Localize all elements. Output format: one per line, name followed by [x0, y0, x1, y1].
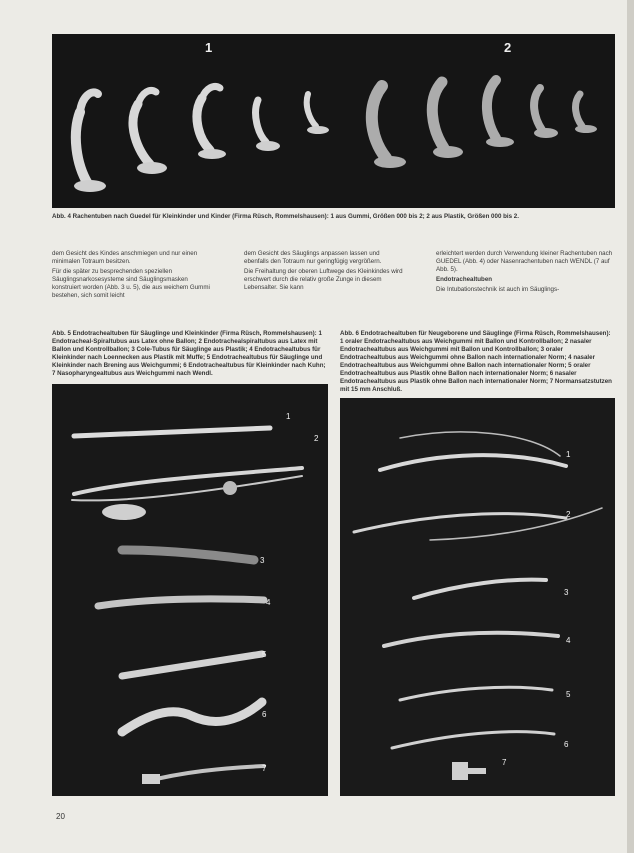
tube-label-7: 7	[502, 758, 507, 767]
text-column-2	[244, 250, 404, 294]
tube-label-4: 4	[566, 636, 571, 645]
pediatric-tubes-illustration	[52, 384, 328, 796]
paragraph: erleichtert werden durch Verwendung kleiner Rachentuben nach GUEDEL (Abb. 4) oder Nasenrachentuben nach WENDL (7 auf Abb. 5).	[436, 250, 613, 273]
paragraph: Für die später zu besprechenden speziellen Säuglingsnarkosesysteme sind Säuglingsmasken konstruiert worden (Abb. 3 u. 5), die aus weichem Gummi bestehen, sich somit leicht	[52, 268, 210, 299]
tube-label-6: 6	[564, 740, 569, 749]
text-column-1	[52, 250, 210, 302]
tube-label-3: 3	[260, 556, 265, 565]
tube-label-1: 1	[566, 450, 571, 459]
tube-label-5: 5	[262, 650, 267, 659]
tube-label-7: 7	[262, 764, 267, 773]
page-number: 20	[56, 812, 65, 821]
figure-4-label-2: 2	[504, 40, 512, 55]
tube-label-1: 1	[286, 412, 291, 421]
tube-label-5: 5	[566, 690, 571, 699]
paragraph: Die Freihaltung der oberen Luftwege des Kleinkindes wird erschwert durch die relativ große Zunge in diesem Lebensalter. Sie kann	[244, 268, 403, 291]
figure-6-photo	[340, 398, 615, 796]
paragraph: dem Gesicht des Kindes anschmiegen und nur einen minimalen Totraum besitzen.	[52, 250, 198, 265]
figure-5-photo	[52, 384, 328, 796]
figure-6-caption: Abb. 6 Endotrachealtuben für Neugeborene und Säuglinge (Firma Rüsch, Rommelshausen): 1 oraler Endotrachealtubus aus Weichgummi mit Ballon und Kontrollballon; 2 nasaler Endotrachealtubus aus Weichgummi mit Ballon und Kontrollballon; 3 oraler Endotrachealtubus aus Weichgummi ohne Ballon nach internationaler Norm; 4 nasaler Endotrachealtubus aus Weichgummi ohne Ballon nach internationaler Norm; 5 oraler Endotrachealtubus aus Plastik ohne Ballon nach internationaler Norm; 6 nasaler Endotrachealtubus aus Plastik ohne Ballon nach internationaler Norm; 7 Normansatzstutzen mit 15 mm Anschluß.	[340, 330, 612, 393]
section-heading: Endotrachealtuben	[436, 276, 493, 283]
tube-label-3: 3	[564, 588, 569, 597]
figure-5-caption: Abb. 5 Endotrachealtuben für Säuglinge und Kleinkinder (Firma Rüsch, Rommelshausen): 1 Endotracheal-Spiraltubus aus Latex ohne Ballon; 2 Endotrachealspiraltubus aus Latex mit Ballon und Kontrollballon; 3 Cole-Tubus für Säuglinge aus Plastik; 4 Endotrachealtubus für Kleinkinder nach Loennecken aus Plastik mit Muffe; 5 Endotrachealtubus für Säuglinge und Kleinkinder nach Brening aus Weichgummi; 6 Endotrachealtubus für Kleinkinder nach Kuhn; 7 Nasopharyngealtubus aus Weichgummi nach Wendl.	[52, 330, 326, 377]
figure-4-photo	[52, 34, 615, 208]
paragraph: dem Gesicht des Säuglings anpassen lassen und ebenfalls den Totraum nur geringfügig vergrößern.	[244, 250, 382, 265]
neonatal-tubes-illustration	[340, 398, 615, 796]
paragraph: Die Intubationstechnik ist auch im Säuglings-	[436, 286, 560, 293]
tube-label-2: 2	[314, 434, 319, 443]
text-column-3	[436, 250, 614, 296]
tube-label-6: 6	[262, 710, 267, 719]
tube-label-4: 4	[266, 598, 271, 607]
page-gutter	[627, 0, 634, 853]
figure-4-label-1: 1	[205, 40, 213, 55]
tube-label-2: 2	[566, 510, 571, 519]
figure-4-caption: Abb. 4 Rachentuben nach Guedel für Kleinkinder und Kinder (Firma Rüsch, Rommelshausen): 1 aus Gummi, Größen 000 bis 2; 2 aus Plastik, Größen 000 bis 2.	[52, 213, 519, 220]
guedel-airways-illustration	[52, 34, 615, 208]
